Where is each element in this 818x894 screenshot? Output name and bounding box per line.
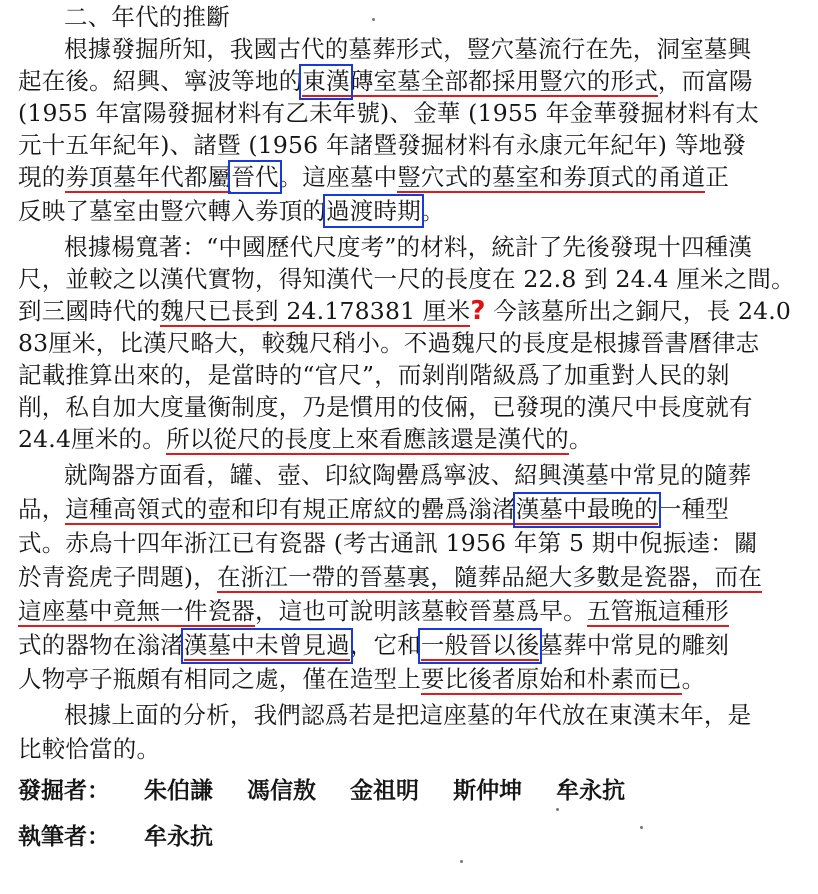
- scan-speck: [556, 808, 559, 811]
- text-span: 根據上面的分析，我們認爲若是把這座墓的年代放在東漢末年，是: [64, 701, 752, 729]
- underlined-phrase: 五管瓶這種形: [586, 597, 730, 625]
- text-span: 就陶器方面看，罐、壺、印紋陶罍爲寧波、紹興漢墓中常見的隨葬: [64, 461, 752, 489]
- text-span: 於青瓷虎子問題)，: [18, 563, 217, 591]
- underlined-phrase: 這種高領式的壺和印有規正席紋的罍爲滃渚: [65, 495, 516, 523]
- text-span: 24.4厘米的。: [18, 425, 166, 453]
- scan-speck: [460, 860, 463, 863]
- p1-line-5: [18, 162, 808, 194]
- p3-line-7: [18, 664, 808, 696]
- text-span: 。: [681, 665, 706, 693]
- p1-line-2: [18, 66, 808, 98]
- underlined-phrase: 所以從尺的長度上來看應該還是漢代的: [165, 425, 569, 453]
- p1-line-3: [18, 98, 808, 130]
- text-span: ，而富陽: [657, 67, 753, 95]
- underlined-phrase: 在浙江一帶的晉墓裏，隨葬品絕大多數是瓷器，而在: [216, 563, 763, 591]
- excavator-name: 馮信敖: [247, 777, 317, 804]
- text-span: ，它和: [349, 631, 421, 659]
- excavator-name: 朱伯謙: [144, 777, 214, 804]
- underlined-phrase: 要比後者原始和朴素而已: [420, 665, 682, 693]
- text-span: 人物亭子瓶頗有相同之處，僅在造型上: [18, 665, 421, 693]
- text-span: 式的器物在滃渚: [18, 631, 184, 659]
- text-span: 尺，並較之以漢代實物，得知漢代一尺的長度在 22.8 到 24.4 厘米之間。: [18, 265, 795, 293]
- heading-text: 二、年代的推斷: [64, 3, 230, 31]
- text-span: ，這也可說明該墓較晉墓爲早。: [255, 597, 587, 625]
- p2-line-7: [18, 424, 808, 456]
- p2-line-3: [18, 296, 808, 328]
- p4-line-1: [64, 700, 804, 732]
- text-span: 這座墓中: [302, 163, 398, 191]
- scan-speck: [640, 826, 643, 829]
- writer-label: 執筆者：: [18, 823, 110, 850]
- text-span: 比較恰當的。: [18, 735, 161, 763]
- p2-line-6: [18, 392, 808, 424]
- text-span: 式。赤烏十四年浙江已有瓷器 (考古通訊 1956 年第 5 期中倪振逵：關: [18, 529, 758, 557]
- text-span: (1955 年富陽發掘材料有乙未年號)、金華 (1955 年金華發掘材料有太: [18, 99, 760, 127]
- p2-line-1: [64, 232, 804, 264]
- p4-line-2: [18, 734, 808, 766]
- text-span: 墓葬中常見的雕刻: [539, 631, 730, 659]
- text-span: 根據發掘所知，我國古代的墓葬形式，豎穴墓流行在先，洞室墓興: [64, 35, 752, 63]
- text-span: 今該墓所出之銅尺，長 24.0: [485, 297, 792, 325]
- writer-credit: [18, 822, 239, 852]
- underlined-phrase: 這座墓中竟無一件瓷器: [18, 597, 255, 625]
- p1-line-4: [18, 130, 808, 162]
- p3-line-4: [18, 562, 808, 594]
- excavators-label: 發掘者：: [18, 777, 110, 804]
- boxed-phrase: 漢墓中未曾見過: [183, 631, 350, 659]
- underlined-phrase: 豎穴式的墓室和劵頂式的甬道: [397, 163, 706, 191]
- text-span: 。: [568, 425, 593, 453]
- p3-line-3: [18, 528, 808, 560]
- underlined-phrase: 魏尺已長到 24.178381 厘米: [160, 297, 471, 325]
- text-span: 83厘米，比漢尺略大，較魏尺稍小。不過魏尺的長度是根據晉書曆律志: [18, 329, 760, 357]
- text-span: 記載推算出來的，是當時的“官尺”，而剝削階級爲了加重對人民的剝: [18, 361, 730, 389]
- text-span: 。: [278, 163, 303, 191]
- p1-line-6: [18, 196, 808, 228]
- excavator-name: 金祖明: [350, 777, 420, 804]
- text-span: 現的: [18, 163, 66, 191]
- question-mark-annotation: ?: [470, 296, 486, 326]
- excavators-credit: [18, 776, 651, 806]
- boxed-phrase: 一般晉以後: [420, 631, 540, 659]
- p3-line-6: [18, 630, 808, 662]
- boxed-phrase: 東漢: [302, 67, 350, 95]
- boxed-phrase: 晉代: [231, 163, 279, 191]
- underlined-phrase: 劵頂墓年代都屬: [65, 163, 232, 191]
- excavator-name: 斯仲坤: [453, 777, 523, 804]
- writer-name: 牟永抗: [144, 823, 214, 850]
- p2-line-4: [18, 328, 808, 360]
- text-span: 。: [420, 197, 445, 225]
- text-span: 到三國時代的: [18, 297, 161, 325]
- text-span: 品，: [18, 495, 66, 523]
- boxed-phrase: 過渡時期: [326, 197, 421, 225]
- boxed-phrase: 漢墓中最晚的: [515, 495, 658, 523]
- text-span: 反映了墓室由豎穴轉入劵頂的: [18, 197, 327, 225]
- section-heading: [64, 2, 818, 34]
- text-span: 根據楊寬著：“中國歷代尺度考”的材料，統計了先後發現十四種漢: [64, 233, 753, 261]
- text-span: 削，私自加大度量衡制度，乃是慣用的伎倆，已發現的漢尺中長度就有: [18, 393, 753, 421]
- text-span: 正: [705, 163, 730, 191]
- excavator-name: 牟永抗: [556, 777, 626, 804]
- text-span: 一種型: [657, 495, 730, 523]
- scan-speck: [372, 18, 375, 21]
- p1-line-1: [64, 34, 804, 66]
- p3-line-5: [18, 596, 808, 628]
- text-span: 元十五年紀年)、諸暨 (1956 年諸暨發掘材料有永康元年紀年) 等地發: [18, 131, 746, 159]
- p2-line-5: [18, 360, 808, 392]
- text-span: 起在後。紹興、寧波等地的: [18, 67, 303, 95]
- p3-line-2: [18, 494, 808, 526]
- p2-line-2: [18, 264, 808, 296]
- p3-line-1: [64, 460, 804, 492]
- underlined-phrase: 磚室墓全部都採用豎穴的形式: [349, 67, 658, 95]
